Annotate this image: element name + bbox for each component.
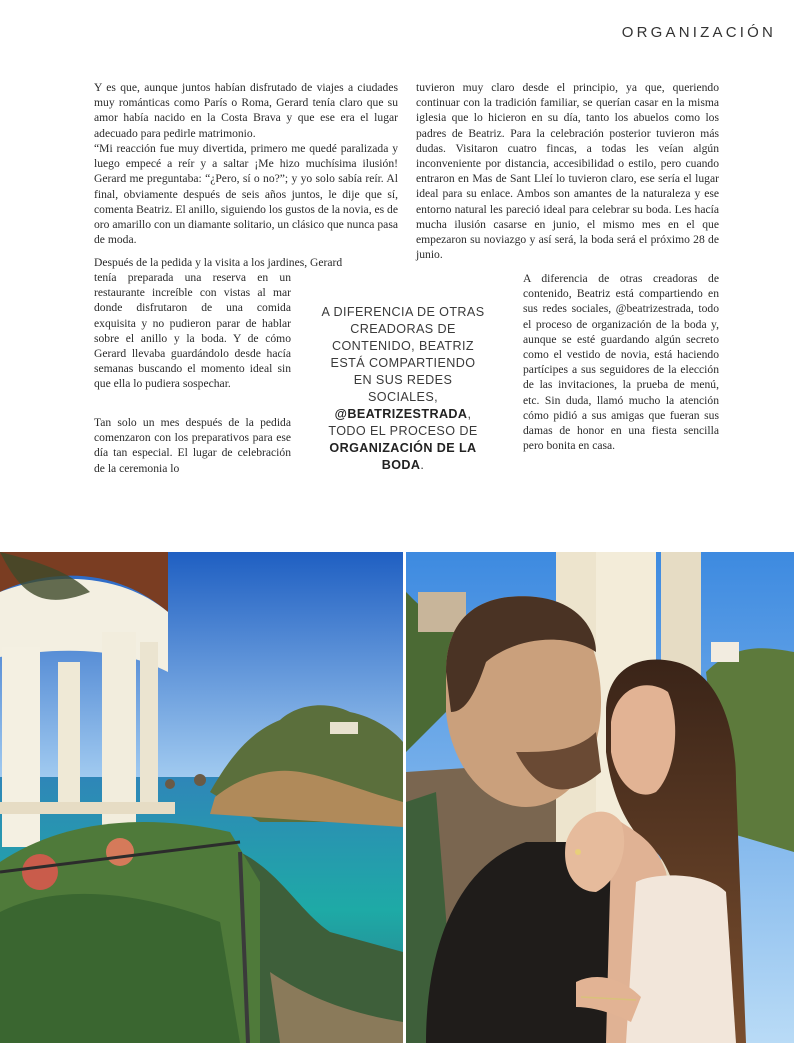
pull-quote-emphasis: ORGANIZACIÓN DE LA BODA (329, 441, 477, 472)
couple-kiss-photo (406, 552, 794, 1043)
pull-quote-handle: @BEATRIZESTRADA (334, 407, 468, 421)
body-paragraph-1: Y es que, aunque juntos habían disfrutado de viajes a ciudades muy románticas como París o Roma, Gerard tenía claro que su amor había nacido en la Costa Brava y que ese era el lugar adecuado para pedirle matrimonio. (94, 81, 398, 140)
body-paragraph-3: tenía preparada una reserva en un restaurante increíble con vistas al mar donde disfrutaron de una comida exquisita y no pudieron parar de hablar sobre el anillo y la boda. Y de cómo Gerard llevaba guardándolo desde hacía semanas buscando el momento ideal sin que ella lo pudiera sospechar. (94, 271, 291, 391)
pull-quote-text-2: , TODO EL PROCESO DE (328, 407, 478, 438)
section-title: ORGANIZACIÓN (621, 24, 776, 41)
pull-quote-text: A DIFERENCIA DE OTRAS CREADORAS DE CONTENIDO, BEATRIZ ESTÁ COMPARTIENDO EN SUS REDES SOCIALES, (321, 305, 485, 404)
pull-quote: A DIFERENCIA DE OTRAS CREADORAS DE CONTENIDO, BEATRIZ ESTÁ COMPARTIENDO EN SUS REDES SOCIALES, @BEATRIZESTRADA, TODO EL PROCESO DE ORGANIZACIÓN DE LA BODA. (321, 305, 485, 472)
gardens-cove-photo (0, 552, 403, 1043)
body-paragraph-3-lead: Después de la pedida y la visita a los jardines, Gerard (94, 256, 343, 269)
body-paragraph-4: Tan solo un mes después de la pedida comenzaron con los preparativos para ese día tan especial. El lugar de celebración de la ceremonia lo (94, 416, 291, 475)
body-paragraph-6: A diferencia de otras creadoras de contenido, Beatriz está compartiendo en sus redes sociales, @beatrizestrada, todo el proceso de organización de la boda y, aunque se esté guardando algún secreto como el vestido de novia, está haciendo partícipes a sus seguidores de la elección de las invitaciones, la prueba de menú, etc. Sin duda, llamó mucho la atención cómo pidió a sus amigas que fueran sus damas de honor en una fiesta sencilla pero bonita en casa. (523, 272, 719, 453)
body-paragraph-5: tuvieron muy claro desde el principio, ya que, queriendo continuar con la tradición familiar, se querían casar en la misma iglesia que lo hicieron en su día, tanto los abuelos como los padres de Beatriz. Para la celebración posterior tuvieron más dudas. Visitaron cuatro fincas, a todas les veían algún inconveniente por distancia, accesibilidad o estilo, pero cuando entraron en Mas de Sant Lleí lo tuvieron claro, ese sería el lugar ideal para su enlace. Ambos son amantes de la naturaleza y ese entorno natural les pareció ideal para celebrar su boda. Les hacía mucha ilusión casarse en junio, el mismo mes en el que empezaron su noviazgo y así será, la boda será el próximo 28 de junio. (416, 81, 719, 262)
body-paragraph-2: “Mi reacción fue muy divertida, primero me quedé paralizada y luego empecé a reír y a saltar ¡Me hizo muchísima ilusión! Gerard me preguntaba: “¿Pero, sí o no?”; y yo solo sabía reír. Al final, obviamente después de seis años juntos, le dije que sí, comenta Beatriz. El anillo, siguiendo los gustos de la novia, es de oro amarillo con un diamante solitario, un clásico que nunca pasa de moda. (94, 142, 398, 247)
